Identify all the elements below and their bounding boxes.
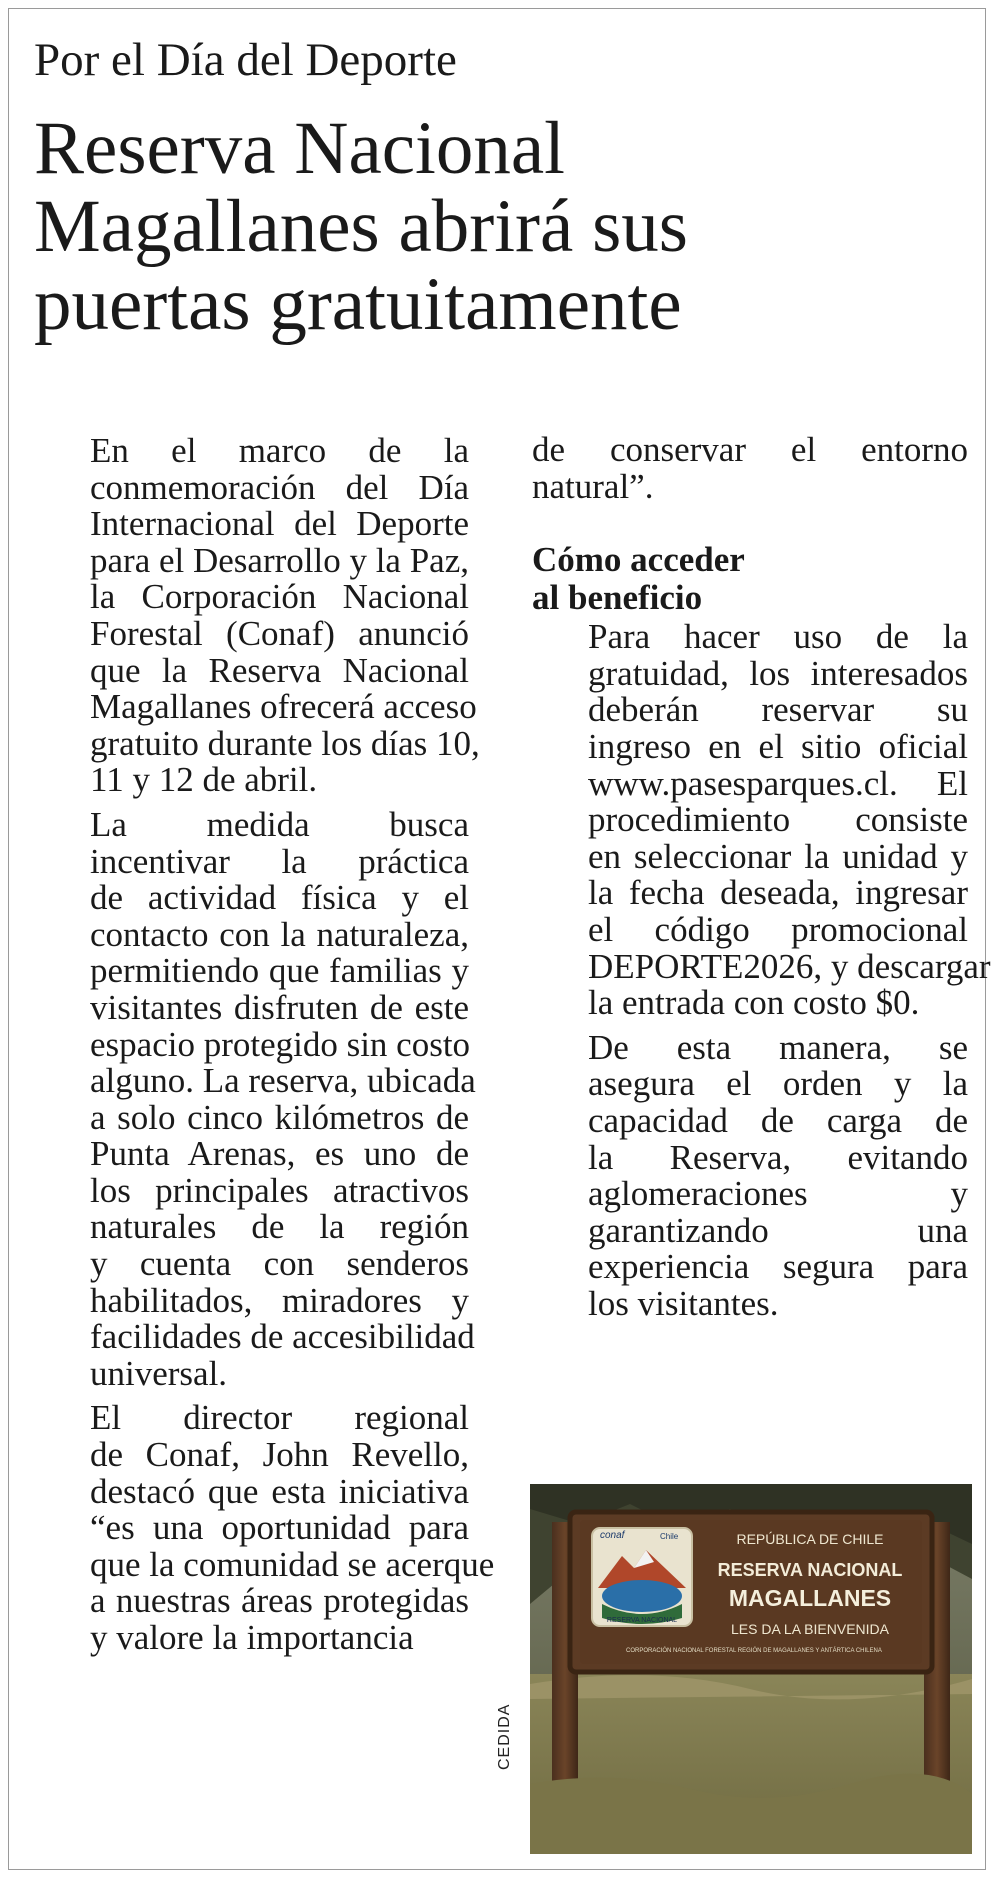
left-column — [34, 431, 495, 1657]
sign-line-reserva: RESERVA NACIONAL — [717, 1560, 903, 1580]
text-line: Forestal (Conaf) anunció — [90, 613, 469, 653]
subhead-line: al beneficio — [532, 578, 703, 618]
text-line: procedimiento consiste — [588, 800, 968, 840]
text-line: www.pasesparques.cl. El — [588, 763, 968, 803]
text-line: permitiendo que familias y — [90, 951, 469, 991]
sign-line-magallanes: MAGALLANES — [728, 1585, 892, 1611]
text-line: El director regional — [90, 1398, 469, 1438]
text-line: de Conaf, John Revello, — [90, 1435, 469, 1475]
body-paragraph — [34, 1398, 495, 1657]
text-line: Para hacer uso de la — [588, 617, 968, 657]
right-column — [532, 430, 991, 1323]
text-line: de actividad física y el — [90, 878, 469, 918]
text-line: que la Reserva Nacional — [90, 650, 469, 690]
text-line: deberán reservar su — [588, 690, 968, 730]
body-paragraph — [34, 431, 480, 800]
text-line: para el Desarrollo y la Paz, — [90, 540, 470, 580]
text-line: los principales atractivos — [90, 1170, 469, 1210]
article-headline — [34, 107, 688, 346]
conaf-logo-text: conaf — [600, 1530, 625, 1541]
text-line: gratuito durante los días 10, — [90, 723, 480, 763]
text-line: DEPORTE2026, y descargar — [588, 946, 991, 986]
reserve-sign-photo — [530, 1484, 972, 1854]
headline-line: Reserva Nacional — [34, 107, 566, 190]
text-line: facilidades de accesibilidad — [90, 1317, 475, 1357]
body-paragraph — [532, 432, 968, 505]
text-line: incentivar la práctica — [90, 841, 469, 881]
text-line: naturales de la región — [90, 1207, 469, 1247]
text-line: los visitantes. — [588, 1283, 779, 1323]
text-line: de conservar el entorno — [532, 430, 968, 469]
sign-line-republica: REPÚBLICA DE CHILE — [736, 1531, 884, 1547]
chile-label: Chile — [660, 1532, 679, 1541]
text-line: contacto con la naturaleza, — [90, 914, 469, 954]
text-line: a solo cinco kilómetros de — [90, 1097, 469, 1137]
text-line: la fecha deseada, ingresar — [588, 873, 968, 913]
text-line: la Reserva, evitando — [588, 1137, 968, 1177]
text-line: a nuestras áreas protegidas — [90, 1581, 469, 1621]
text-line: Internacional del Deporte — [90, 504, 469, 544]
text-line: La medida busca — [90, 804, 469, 844]
text-line: y valore la importancia — [90, 1618, 414, 1657]
text-line: aglomeraciones y — [588, 1174, 968, 1214]
subhead-line: Cómo acceder — [532, 540, 745, 580]
text-line: conmemoración del Día — [90, 467, 469, 507]
article-kicker: Por el Día del Deporte — [34, 34, 457, 86]
text-line: De esta manera, se — [588, 1027, 968, 1067]
section-subhead — [532, 541, 968, 617]
text-line: universal. — [90, 1353, 228, 1393]
text-line: espacio protegido sin costo — [90, 1024, 471, 1064]
text-line: 11 y 12 de abril. — [90, 760, 318, 800]
text-line: y cuenta con senderos — [90, 1244, 469, 1284]
text-line: alguno. La reserva, ubicada — [90, 1061, 476, 1101]
text-line: garantizando una — [588, 1210, 968, 1250]
text-line: visitantes disfruten de este — [90, 987, 469, 1027]
text-line: En el marco de la — [90, 431, 469, 470]
text-line: el código promocional — [588, 909, 968, 949]
body-paragraph — [532, 617, 991, 1023]
body-paragraph — [532, 1027, 968, 1323]
text-line: gratuidad, los interesados — [588, 653, 968, 693]
sign-footer: CORPORACIÓN NACIONAL FORESTAL REGIÓN DE MAGALLANES Y ANTÁRTICA CHILENA — [626, 1648, 882, 1654]
text-line: “es una oportunidad para — [90, 1508, 469, 1548]
text-line: en seleccionar la unidad y — [588, 836, 968, 876]
headline-line: Magallanes abrirá sus — [34, 185, 688, 268]
text-line: ingreso en el sitio oficial — [588, 726, 968, 766]
text-line: la entrada con costo $0. — [588, 983, 920, 1023]
headline-line: puertas gratuitamente — [34, 263, 682, 346]
photo-credit: CEDIDA — [496, 1703, 513, 1770]
text-line: que la comunidad se acerque — [90, 1544, 495, 1584]
text-line: experiencia segura para — [588, 1247, 968, 1287]
text-line: habilitados, miradores y — [90, 1280, 469, 1320]
text-line: la Corporación Nacional — [90, 577, 469, 617]
sign-line-bienvenida: LES DA LA BIENVENIDA — [731, 1621, 889, 1637]
text-line: Magallanes ofrecerá acceso — [90, 687, 477, 727]
text-line: destacó que esta iniciativa — [90, 1471, 469, 1511]
emblem-text: RESERVA NACIONAL — [606, 1617, 678, 1624]
text-line: capacidad de carga de — [588, 1100, 968, 1140]
body-paragraph — [34, 804, 476, 1393]
text-line: natural”. — [532, 466, 654, 506]
text-line: asegura el orden y la — [588, 1064, 968, 1104]
text-line: Punta Arenas, es uno de — [90, 1134, 469, 1174]
